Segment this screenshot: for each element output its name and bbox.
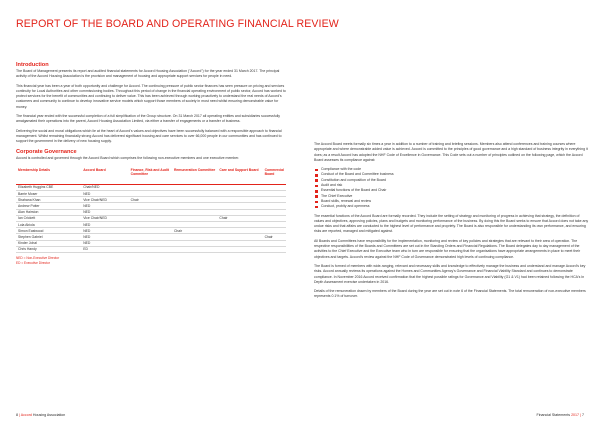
list-item: Conduct, probity and openness (314, 204, 590, 209)
intro-heading: Introduction (16, 62, 49, 68)
list-item: The Chief Executive (314, 194, 590, 199)
care-role (217, 246, 262, 252)
right-column (314, 142, 590, 304)
brand-suffix: Housing Association (32, 413, 66, 417)
note-ed: ED = Executive Director (16, 260, 50, 265)
list-item: Compliance with the code (314, 167, 590, 172)
member-name: Barrie Moser (16, 191, 81, 197)
board-role: Vice Chair/NED (81, 197, 128, 203)
board-meetings-paragraph: The Accord Board meets formally six times a year in addition to a number of training and briefing sessions. Members also attend conferences and training courses where appropriate and where demonstrable added value is achieved. Accord is committed to the principles of good governance and a high standard of business integrity in everything it does; as a result Accord has adopted the NHF Code of Excellence in Governance. This Code sets out a number of principles outlined on the following page, which the Accord Board assesses its compliance against: (314, 142, 588, 162)
right-footer: Financial Statements 2017 | 7 (536, 413, 584, 417)
member-name: Alan Hairston (16, 209, 81, 215)
column-header: Remuneration Committee (172, 167, 217, 185)
table-header-row (16, 167, 286, 185)
essential-functions-paragraph: The essential functions of the Accord Board are formally recorded. They include the setting of strategy and monitoring of progress in achieving that strategy, the definition of values and objectives, approving policies, plans and budgets and monitoring performance of the business. By doing this the Board seeks to ensure that Accord does not take any undue risks and that affairs are conducted to the highest level of performance and propriety. The Board is also responsible for understanding its own performance, and ensuring risks are reported, managed and mitigated against. (314, 213, 589, 234)
left-footer: 8 | Accord Housing Association (16, 413, 66, 417)
table-row (16, 246, 286, 252)
board-role: Chair/NED (81, 184, 128, 190)
list-item: Constitution and composition of the Board (314, 178, 590, 183)
governance-text: Accord is controlled and governed through the Accord Board which comprises the following non-executive members and one executive member. (16, 155, 240, 160)
member-name: Elizabeth Huggins CBE (16, 184, 81, 190)
member-name: Andrew Potter (16, 203, 81, 209)
board-role: Vice Chair/NED (81, 215, 128, 221)
note-ned: NED = Non-Executive Director (16, 255, 60, 260)
page-number: 7 (582, 413, 584, 417)
page-number: 8 (16, 413, 18, 417)
member-name: Kinder Johal (16, 240, 81, 246)
intro-paragraph: The Board of Management presents its report and audited financial statements for Accord Housing Association ("Accord") for the year ended 31 March 2017. The principal activity of the Accord Housing Association is the provision and management of housing and appropriate support services for people in need. (16, 69, 280, 79)
member-name: Lola Abiola (16, 221, 81, 227)
member-name: Simon Eastwood (16, 228, 81, 234)
column-header: Care and Support Board (217, 167, 262, 185)
fra-role (129, 246, 172, 252)
board-role: NED (81, 203, 128, 209)
member-name: Stephen Gabriel (16, 234, 81, 240)
footer-year: 2017 (571, 413, 580, 417)
column-header: Finance, Risk and Audit Committee (129, 167, 172, 185)
board-skills-paragraph: The Board is formed of members with wide-ranging, relevant and necessary skills and knowledge to effectively manage the business and understand and manage Accord's key risks. Accord annually reviews its operations against the Homes and Communities Agency's Governance and Financial Viability Standard and continues to demonstrate compliance. In November 2016 Accord received confirmation that the highest possible ratings for Governance and Viability (G1 & V1) had been retained following the HCA's In Depth Assessment exercise undertaken in 2016. (314, 263, 586, 284)
column-header: Membership Details (16, 167, 81, 185)
member-name: Shahana Khan (16, 197, 81, 203)
fra-role: Chair (129, 197, 172, 203)
intro-paragraph: This financial year has been a year of both opportunity and challenge for Accord. The continuing pressure of public sector finances has seen pressure on pricing and services continuity for Local Authorities and other commissioning bodies. Throughout this period of change in the financial operating environment of public sector, Accord has worked to protect services for the benefit of communities and continuing to deliver value. This has been achieved through working proactively to understand the real needs of Accord's customers and community to continue to develop innovative service models which support those members of society in most need whilst ensuring demonstrable value for money. (16, 83, 286, 109)
board-role: NED (81, 221, 128, 227)
brand-name: Accord (20, 413, 32, 417)
board-role: NED (81, 209, 128, 215)
table-notes (16, 256, 286, 265)
list-item: Audit and risk (314, 183, 590, 188)
governance-heading: Corporate Governance (16, 148, 77, 155)
left-column (16, 62, 286, 265)
board-role: NED (81, 240, 128, 246)
column-header: Accord Board (81, 167, 128, 185)
principles-list (314, 167, 590, 209)
page-title: REPORT OF THE BOARD AND OPERATING FINANCIAL REVIEW (16, 18, 339, 30)
governance-table (16, 167, 286, 253)
list-item: Conduct of the Board and Committee business (314, 172, 590, 177)
care-role: Chair (217, 215, 262, 221)
board-role: NED (81, 191, 128, 197)
remuneration-paragraph: Details of the remuneration drawn by members of the Board during the year are set out in note 6 of the Financial Statements. The total remuneration of non-executive members represents 0.1% of turnover. (314, 289, 586, 299)
intro-paragraph: Delivering the social and moral obligations which lie at the heart of Accord's values and objectives have been successfully balanced with a responsible approach to financial management. Whilst remaining financially strong Accord has delivered significant housing and care services to over 66,000 people in our communities and has continued to support the government in the delivery of new housing supply. (16, 128, 282, 144)
rem-role (172, 246, 217, 252)
board-role: ED (81, 246, 128, 252)
board-role: NED (81, 234, 128, 240)
rem-role: Chair (172, 228, 217, 234)
commercial-role: Chair (263, 234, 286, 240)
list-item: Board skills, renewal and review (314, 199, 590, 204)
committees-paragraph: All Boards and Committees have responsibility for the implementation, monitoring and review of key policies and strategies that are relevant to their area of operation. The respective responsibilities of the Boards and Committees are set out in the Standing Orders and Financial Regulations. The Board delegates day to day management of the activities to the Chief Executive and the Executive team who in turn are responsible for ensuring that the organisations have appropriate arrangements in place to meet their objectives and targets. Accord's review against the NHF Code of Governance demonstrated high levels of continuing compliance. (314, 238, 581, 259)
board-role: NED (81, 228, 128, 234)
list-item: Essential functions of the Board and Chair (314, 188, 590, 193)
footer-label: Financial Statements (536, 413, 571, 417)
right-page (300, 0, 600, 424)
commercial-role (263, 246, 286, 252)
column-header: Commercial Board (263, 167, 286, 185)
member-name: Ian Crickett (16, 215, 81, 221)
member-name: Chris Handy (16, 246, 81, 252)
intro-paragraph: The financial year ended with the successful completion of a full simplification of the Group structure. On 31 March 2017 all operating entities and subsidiaries successfully amalgamated their operations into the parent, Accord Housing Association Limited, via either a transfer of engagements or a transfer of business. (16, 114, 280, 124)
